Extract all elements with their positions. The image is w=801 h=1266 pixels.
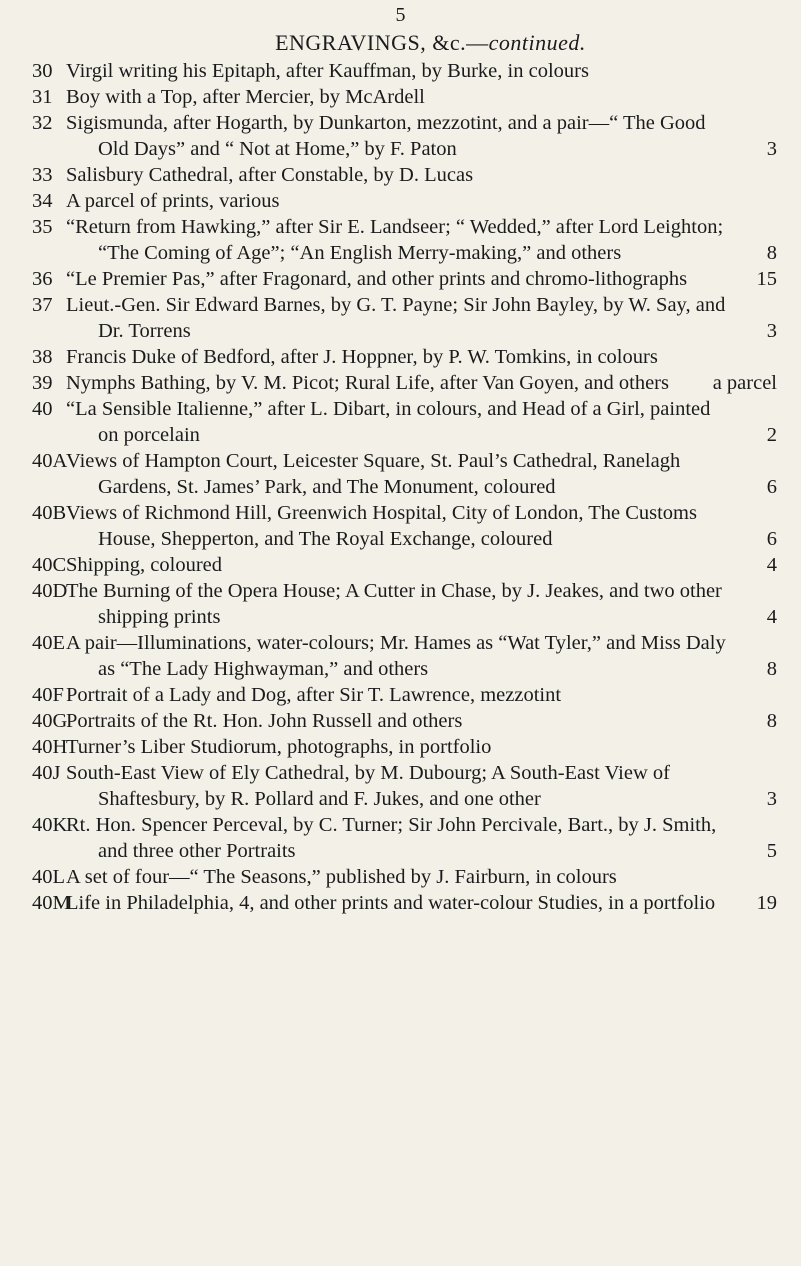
lot-description: “Le Premier Pas,” after Fragonard, and other prints and chromo-lithographs xyxy=(66,268,688,290)
lot-number: 40C xyxy=(32,554,67,576)
lot-entry xyxy=(32,760,801,812)
lot-description: Nymphs Bathing, by V. M. Picot; Rural Life, after Van Goyen, and others xyxy=(66,372,669,394)
lot-entry xyxy=(32,344,801,370)
lot-entry xyxy=(32,812,801,864)
lot-description: Portrait of a Lady and Dog, after Sir T. Lawrence, mezzotint xyxy=(66,684,562,706)
lot-count: 6 xyxy=(766,476,777,498)
lot-entry xyxy=(32,682,801,708)
lot-count: 2 xyxy=(766,424,777,446)
lot-description: “Return from Hawking,” after Sir E. Landseer; “ Wedded,” after Lord Leighton; “The Coming of Age”; “An English Merry-making,” and others xyxy=(66,216,724,264)
lot-count: 3 xyxy=(766,788,777,810)
lot-number: 40D xyxy=(32,580,68,602)
lot-number: 40F xyxy=(32,684,64,706)
lot-count: a parcel xyxy=(712,372,777,394)
lot-count: 15 xyxy=(756,268,777,290)
lot-count: 8 xyxy=(766,242,777,264)
lot-number: 32 xyxy=(32,112,53,134)
lot-number: 33 xyxy=(32,164,53,186)
lot-description: Rt. Hon. Spencer Perceval, by C. Turner; Sir John Percivale, Bart., by J. Smith, and three other Portraits xyxy=(66,814,717,862)
lot-number: 31 xyxy=(32,86,53,108)
lot-description: Francis Duke of Bedford, after J. Hoppner, by P. W. Tomkins, in colours xyxy=(66,346,658,368)
lot-entry xyxy=(32,110,801,162)
lot-number: 35 xyxy=(32,216,53,238)
lot-description: South-East View of Ely Cathedral, by M. Dubourg; A South-East View of Shaftesbury, by R. Pollard and F. Jukes, and one other xyxy=(66,762,670,810)
lot-count: 6 xyxy=(766,528,777,550)
lot-number: 30 xyxy=(32,60,53,82)
lot-number: 40B xyxy=(32,502,67,524)
lot-description: Views of Hampton Court, Leicester Square, St. Paul’s Cathedral, Ranelagh Gardens, St. James’ Park, and The Monument, coloured xyxy=(66,450,681,498)
lot-description: Turner’s Liber Studiorum, photographs, in portfolio xyxy=(66,736,492,758)
lot-description: Life in Philadelphia, 4, and other prints and water-colour Studies, in a portfolio xyxy=(66,892,716,914)
page-number: 5 xyxy=(395,4,406,26)
lot-count: 4 xyxy=(766,554,777,576)
lot-description: Lieut.-Gen. Sir Edward Barnes, by G. T. Payne; Sir John Bayley, by W. Say, and Dr. Torrens xyxy=(66,294,726,342)
lot-description: Portraits of the Rt. Hon. John Russell and others xyxy=(66,710,463,732)
lot-entry xyxy=(32,396,801,448)
lot-entry xyxy=(32,266,801,292)
lot-entry xyxy=(32,552,801,578)
section-heading xyxy=(80,30,781,56)
lot-description: “La Sensible Italienne,” after L. Dibart, in colours, and Head of a Girl, painted on porcelain xyxy=(66,398,711,446)
lot-entry xyxy=(32,188,801,214)
lot-entry xyxy=(32,708,801,734)
lot-count: 19 xyxy=(756,892,777,914)
heading-continued: continued. xyxy=(488,30,586,55)
lot-description: Sigismunda, after Hogarth, by Dunkarton, mezzotint, and a pair—“ The Good Old Days” and “ Not at Home,” by F. Paton xyxy=(66,112,706,160)
lot-entry xyxy=(32,214,801,266)
lot-number: 36 xyxy=(32,268,53,290)
lot-entry xyxy=(32,630,801,682)
lot-description: Salisbury Cathedral, after Constable, by D. Lucas xyxy=(66,164,474,186)
lot-entry xyxy=(32,58,801,84)
lot-description: Views of Richmond Hill, Greenwich Hospital, City of London, The Customs House, Shepperton, and The Royal Exchange, coloured xyxy=(66,502,697,550)
lot-number: 39 xyxy=(32,372,53,394)
lot-count: 3 xyxy=(766,138,777,160)
lot-entry xyxy=(32,448,801,500)
lot-number: 40L xyxy=(32,866,66,888)
lot-description: A parcel of prints, various xyxy=(66,190,280,212)
lot-entry xyxy=(32,84,801,110)
lot-description: The Burning of the Opera House; A Cutter in Chase, by J. Jeakes, and two other shipping prints xyxy=(66,580,722,628)
lot-count: 5 xyxy=(766,840,777,862)
lot-list xyxy=(0,58,801,916)
lot-entry xyxy=(32,292,801,344)
lot-number: 40M xyxy=(32,892,71,914)
lot-number: 40 xyxy=(32,398,53,420)
lot-entry xyxy=(32,890,801,916)
lot-number: 37 xyxy=(32,294,53,316)
lot-number: 40E xyxy=(32,632,66,654)
lot-entry xyxy=(32,500,801,552)
lot-description: Boy with a Top, after Mercier, by McArdell xyxy=(66,86,425,108)
lot-count: 4 xyxy=(766,606,777,628)
lot-description: Virgil writing his Epitaph, after Kauffman, by Burke, in colours xyxy=(66,60,589,82)
lot-number: 40K xyxy=(32,814,68,836)
lot-description: A set of four—“ The Seasons,” published by J. Fairburn, in colours xyxy=(66,866,617,888)
lot-entry xyxy=(32,162,801,188)
lot-count: 8 xyxy=(766,710,777,732)
lot-description: Shipping, coloured xyxy=(66,554,223,576)
lot-count: 8 xyxy=(766,658,777,680)
lot-number: 38 xyxy=(32,346,53,368)
lot-entry xyxy=(32,578,801,630)
lot-entry xyxy=(32,370,801,396)
lot-number: 40G xyxy=(32,710,68,732)
lot-entry xyxy=(32,864,801,890)
lot-entry xyxy=(32,734,801,760)
lot-number: 40A xyxy=(32,450,68,472)
lot-count: 3 xyxy=(766,320,777,342)
lot-description: A pair—Illuminations, water-colours; Mr. Hames as “Wat Tyler,” and Miss Daly as “The Lady Highwayman,” and others xyxy=(66,632,726,680)
heading-main: ENGRAVINGS, &c.— xyxy=(275,30,489,55)
lot-number: 40H xyxy=(32,736,68,758)
lot-number: 34 xyxy=(32,190,53,212)
lot-number: 40J xyxy=(32,762,61,784)
